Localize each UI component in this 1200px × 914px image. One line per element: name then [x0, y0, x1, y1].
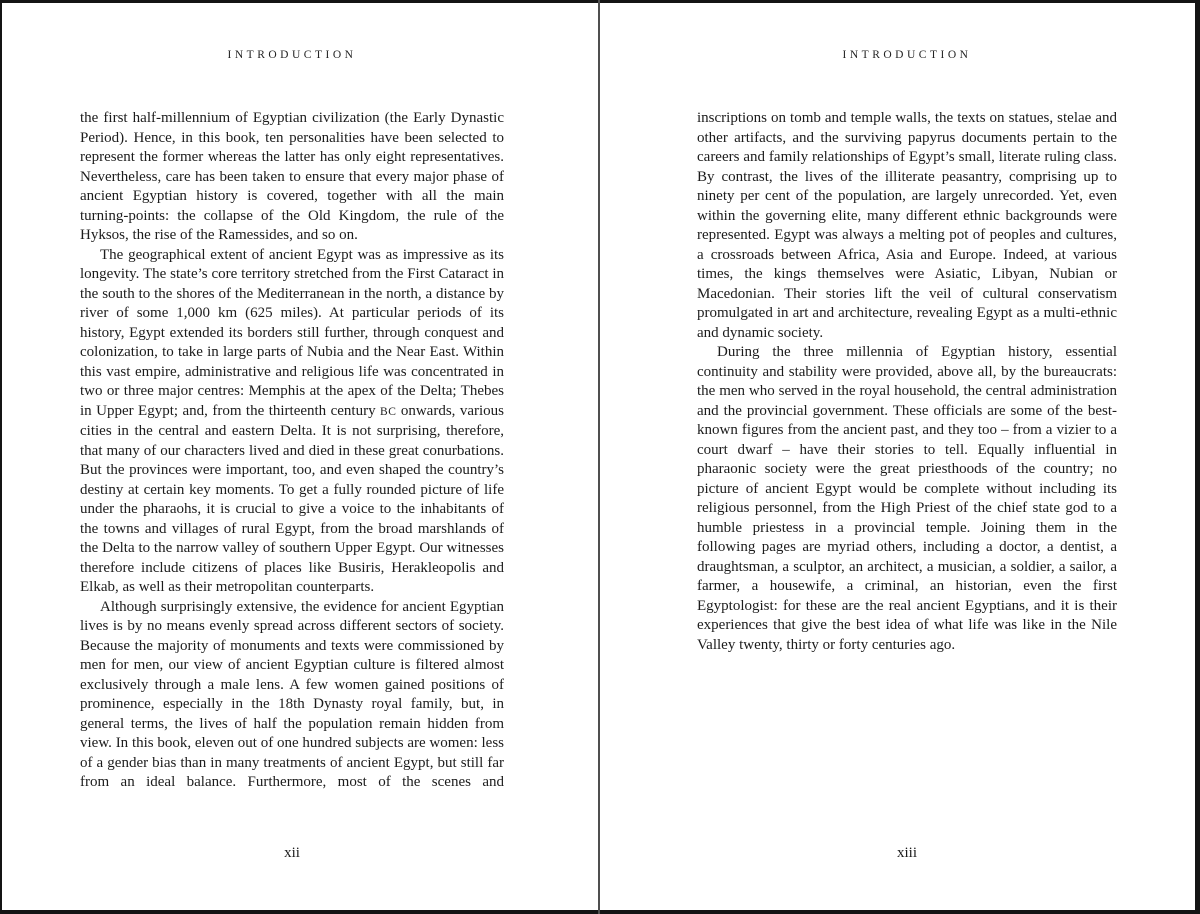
page-divider: [598, 0, 600, 914]
page-number-right: xiii: [896, 845, 917, 861]
smallcaps-bc: BC: [380, 405, 397, 418]
scan-edge-right: [1195, 0, 1200, 914]
paragraph-text: The geographical extent of ancient Egypt was as impressive as its longevity. The state’s core territory stretched from the First Cataract in the south to the shores of the Mediterranean in the north, a distance by river of some 1,000 km (625 miles). At particular periods of its history, Egypt extended its borders still further, through conquest and colonization, to take in large parts of Nubia and the Near East. Within this vast empire, administrative and religious life was concentrated in two or three major centres: Memphis at the apex of the Delta; Thebes in Upper Egypt; and, from the thirteenth century: [80, 246, 504, 419]
paragraph-text: Although surprisingly extensive, the evidence for ancient Egyptian lives is by no means evenly spread across different sectors of society. Because the majority of monuments and texts were commissioned by men for men, our view of ancient Egyptian culture is filtered almost exclusively through a male lens. A few women gained positions of prominence, especially in the 18th Dynasty royal family, but, in general terms, the lives of half the population remain hidden from view. In this book, eleven out of one hundred subjects are women: less of a gender bias than in many treatments of ancient Egypt, but still far from an ideal balance. Furthermore, most of the scenes and: [80, 598, 504, 790]
paragraph: [697, 109, 1117, 343]
paragraph-text: onwards, various cities in the central and eastern Delta. It is not surprising, therefore, that many of our characters lived and died in these great conurbations. But the provinces were important, too, and even shaped the country’s destiny at certain key moments. To get a fully rounded picture of life under the pharaohs, it is crucial to give a voice to the inhabitants of the towns and villages of rural Egypt, from the broad marshlands of the Delta to the narrow valley of southern Upper Egypt. Our witnesses therefore include citizens of places like Busiris, Herakleopolis and Elkab, as well as their metropolitan counterparts.: [80, 402, 505, 595]
paragraph: [697, 343, 1117, 655]
scan-edge-top: [0, 0, 1200, 3]
page-number-left: xii: [284, 845, 300, 861]
paragraph: [80, 598, 504, 793]
paragraph-text: During the three millennia of Egyptian history, essential continuity and stability were provided, above all, by the bureaucrats: the men who served in the royal household, the central administration and the provincial government. These officials are some of the best-known figures from the ancient past, and they too – from a vizier to a court dwarf – have their stories to tell. Equally influential in pharaonic society were the great priesthoods of the country; no picture of ancient Egypt would be complete without including its religious personnel, from the High Priest of the chief state god to a humble priestess in a provincial temple. Joining them in the following pages are myriad others, including a doctor, a dentist, a draughtsman, a sculptor, an architect, a musician, a soldier, a sailor, a farmer, a housewife, a criminal, an historian, even the first Egyptologist: for these are the real ancient Egyptians, and it is their experiences that give the best idea of what life was like in the Nile Valley twenty, thirty or forty centuries ago.: [697, 344, 1117, 653]
paragraph-text: inscriptions on tomb and temple walls, the texts on statues, stelae and other artifacts, and the surviving papyrus documents pertain to the careers and family relationships of Egypt’s small, literate ruling class. By contrast, the lives of the illiterate peasantry, comprising up to ninety per cent of the population, are largely unrecorded. Yet, even within the governing elite, many different ethnic backgrounds were represented. Egypt was always a melting pot of peoples and cultures, a crossroads between Africa, Asia and Europe. Indeed, at various times, the kings themselves were Asiatic, Libyan, Nubian or Macedonian. Their stories lift the veil of cultural conservatism promulgated in art and architecture, revealing Egypt as a multi-ethnic and dynamic society.: [697, 110, 1117, 341]
text-block-right: [697, 109, 1117, 655]
paragraph: [80, 246, 504, 598]
running-header-right: INTRODUCTION: [842, 49, 972, 61]
paragraph-text: the first half-millennium of Egyptian civilization (the Early Dynastic Period). Hence, in this book, ten personalities have been selected to represent the former whereas the latter has only eight representatives. Nevertheless, care has been taken to ensure that every major phase of ancient Egyptian history is covered, together with all the main turning-points: the collapse of the Old Kingdom, the rule of the Hyksos, the rise of the Ramessides, and so on.: [80, 110, 504, 243]
scan-edge-left: [0, 0, 2, 914]
paragraph: [80, 109, 504, 246]
scan-edge-bottom: [0, 910, 1200, 914]
running-header-left: INTRODUCTION: [227, 49, 357, 61]
text-block-left: [80, 109, 504, 793]
